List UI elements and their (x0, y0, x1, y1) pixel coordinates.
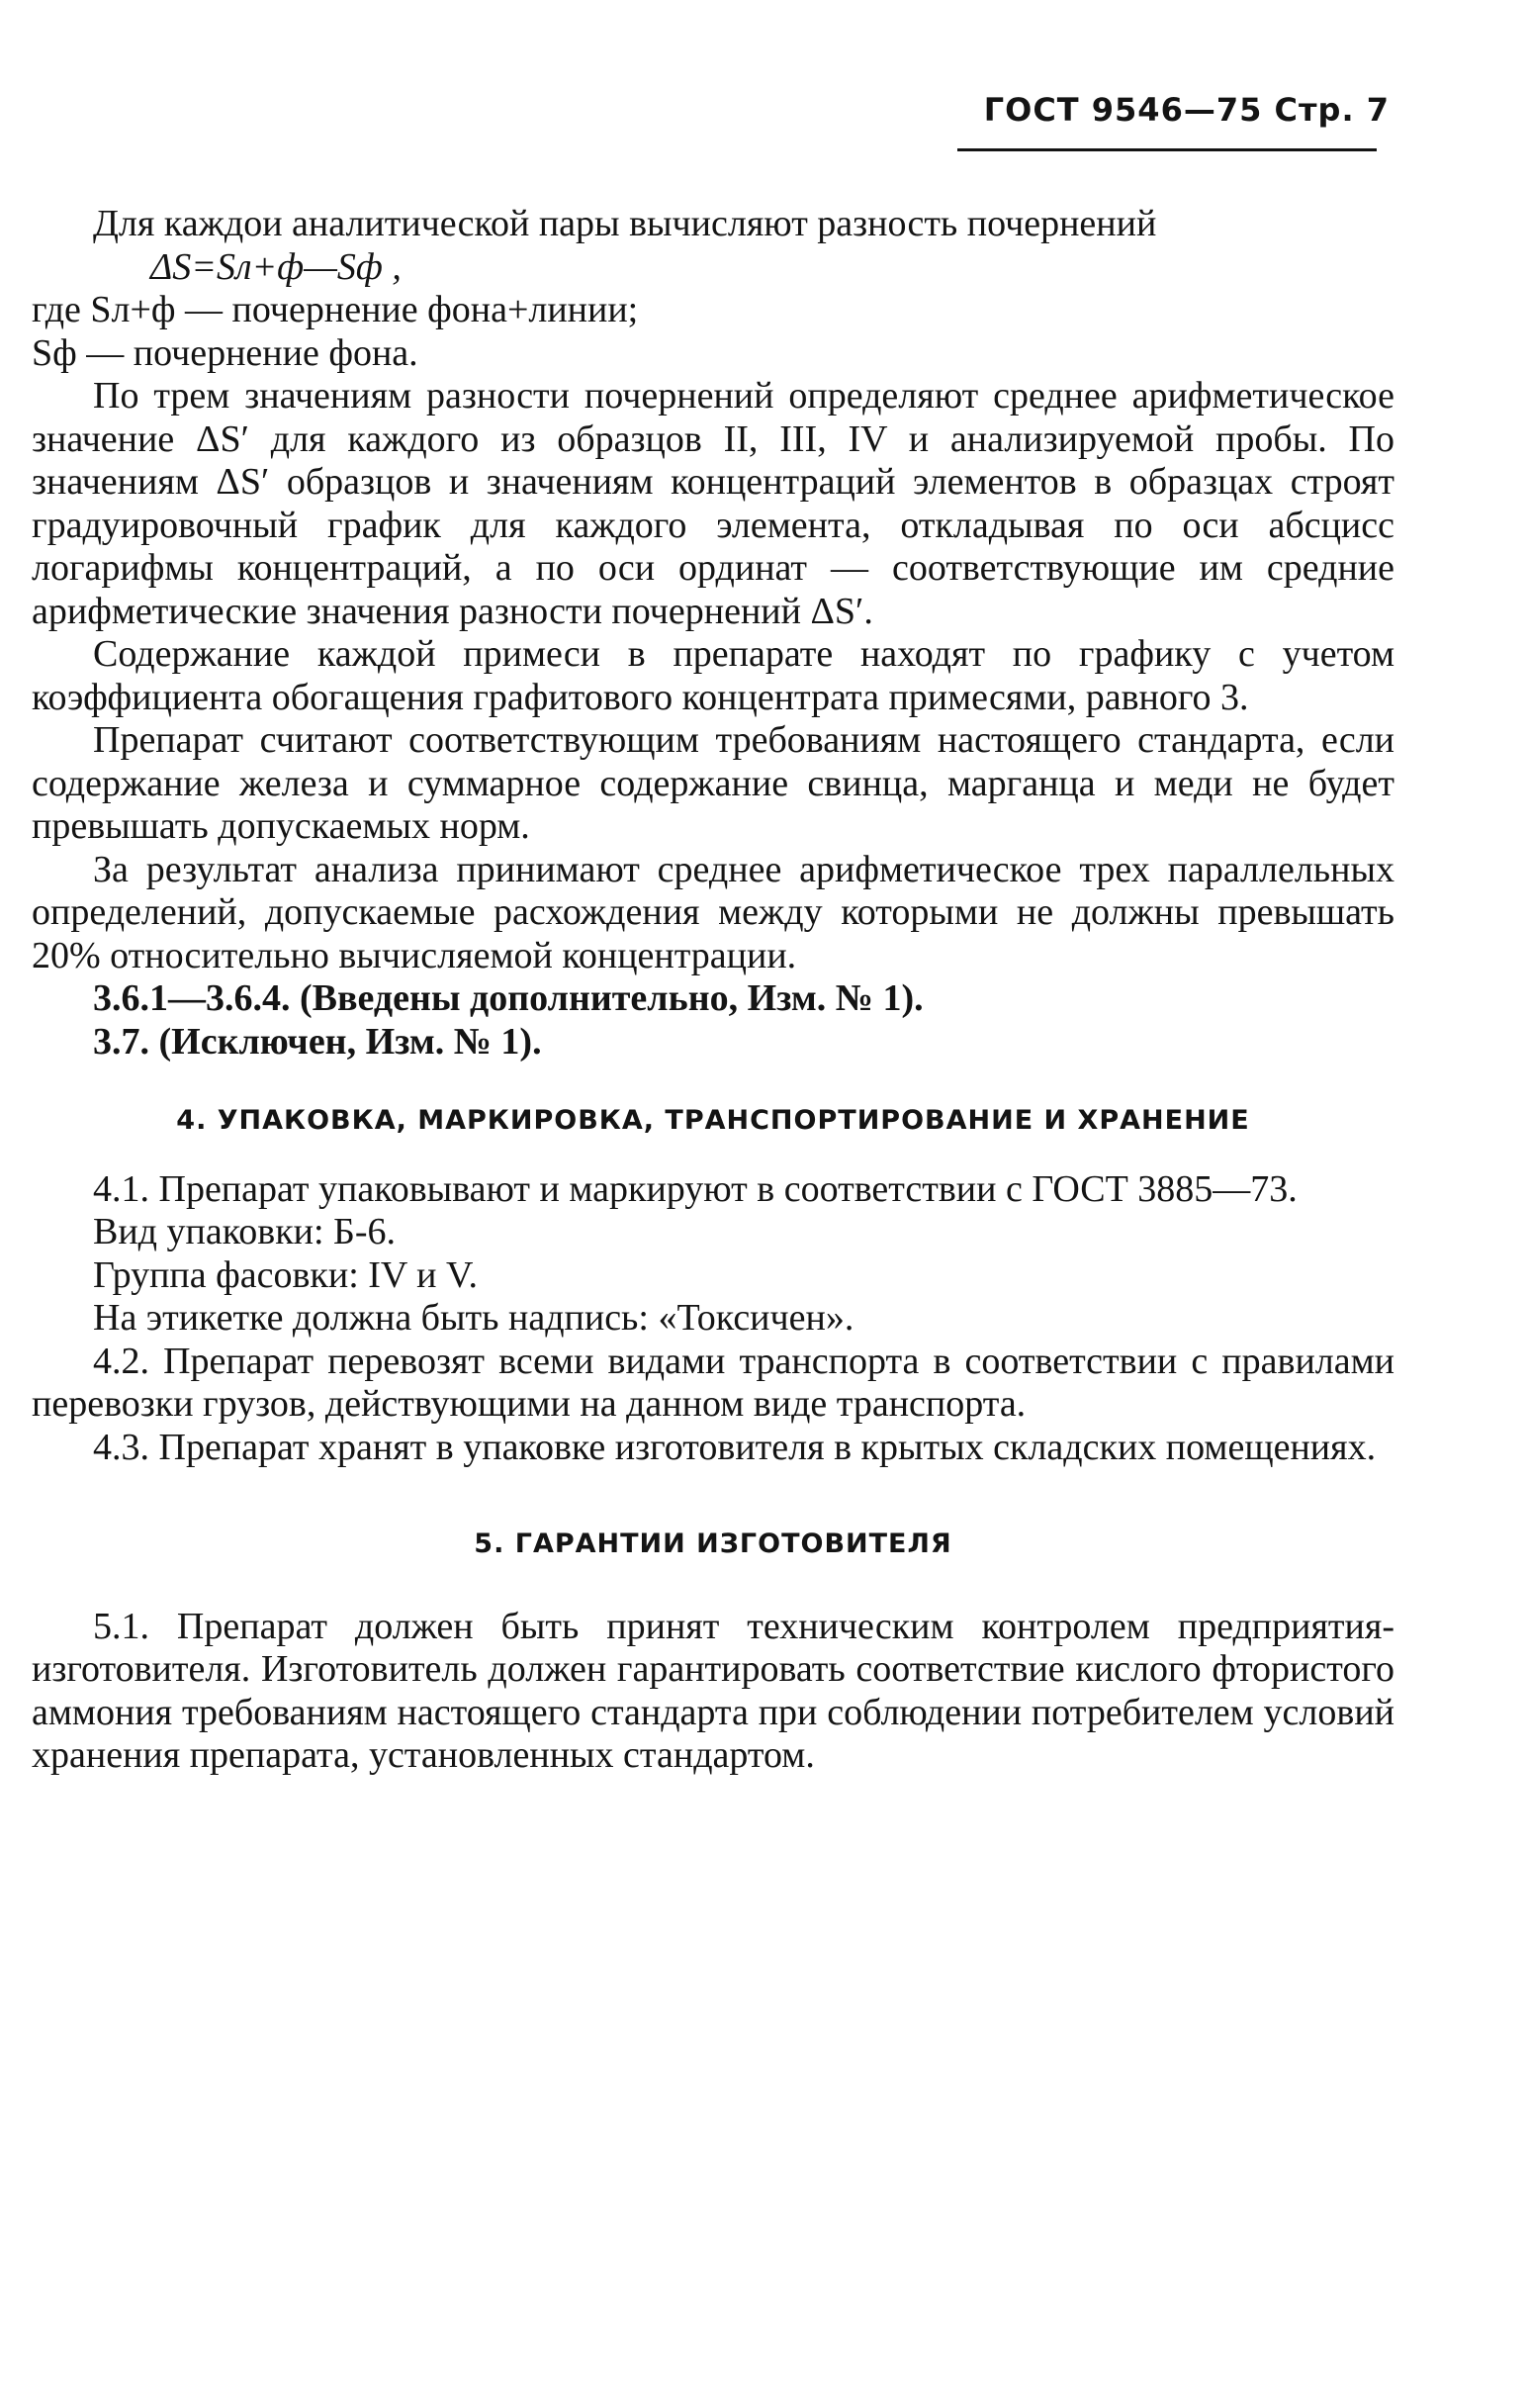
header-rule (957, 148, 1377, 151)
paragraph-5-1: 5.1. Препарат должен быть принят техническим контролем предприятия-изготовителя. Изготовитель должен гарантировать соответствие кислого фтористого аммония требованиям настоящего стандарта при соблюдении потребителем условий хранения препарата, установленных стандартом. (32, 1605, 1394, 1776)
section-heading-packaging: 4. УПАКОВКА, МАРКИРОВКА, ТРАНСПОРТИРОВАНИЕ И ХРАНЕНИЕ (176, 1105, 1250, 1136)
paragraph-calibration: По трем значениям разности почернений определяют среднее арифметическое значение ΔS′ для каждого из образцов II, III, IV и анализируемой пробы. По значениям ΔS′ образцов и значениям концентраций элементов в образцах строят градуировочный график для каждого элемента, откладывая по оси абсцисс логарифмы концентраций, а по оси ординат — соответствующие им средние арифметические значения разности почернений ΔS′. (32, 375, 1394, 632)
definition-background: Sф — почернение фона. (32, 331, 418, 374)
definition-line-background: где Sл+ф — почернение фона+линии; (32, 289, 639, 330)
paragraph-packing-group: Группа фасовки: IV и V. (93, 1253, 479, 1296)
paragraph-packaging-type: Вид упаковки: Б-6. (93, 1211, 397, 1252)
paragraph-4-3: 4.3. Препарат хранят в упаковке изготовителя в крытых складских помещениях. (93, 1426, 1377, 1468)
page-header: ГОСТ 9546—75 Стр. 7 (983, 91, 1390, 129)
paragraph-label: На этикетке должна быть надпись: «Токсичен». (93, 1297, 854, 1339)
paragraph-result: За результат анализа принимают среднее арифметическое трех параллельных определений, допускаемые расхождения между которыми не должны превышать 20% относительно вычисляемой концентрации. (32, 848, 1394, 976)
paragraph-4-1: 4.1. Препарат упаковывают и маркируют в соответствии с ГОСТ 3885—73. (93, 1167, 1298, 1210)
document-body (32, 203, 1394, 1778)
paragraph-difference: Для каждои аналитической пары вычисляют разность почернений (93, 203, 1157, 244)
paragraph-impurity-content: Содержание каждой примеси в препарате находят по графику с учетом коэффициента обогащения графитового концентрата примесями, равного 3. (32, 633, 1394, 718)
paragraph-amendment-361: 3.6.1—3.6.4. (Введены дополнительно, Изм. № 1). (93, 977, 924, 1019)
section-heading-guarantees: 5. ГАРАНТИИ ИЗГОТОВИТЕЛЯ (474, 1528, 952, 1559)
formula: ΔS=Sл+ф—Sф , (150, 245, 402, 288)
paragraph-4-2: 4.2. Препарат перевозят всеми видами транспорта в соответствии с правилами перевозки грузов, действующими на данном виде транспорта. (32, 1340, 1394, 1425)
paragraph-amendment-37: 3.7. (Исключен, Изм. № 1). (93, 1020, 542, 1063)
paragraph-conformity: Препарат считают соответствующим требованиям настоящего стандарта, если содержание железа и суммарное содержание свинца, марганца и меди не будет превышать допускаемых норм. (32, 719, 1394, 847)
